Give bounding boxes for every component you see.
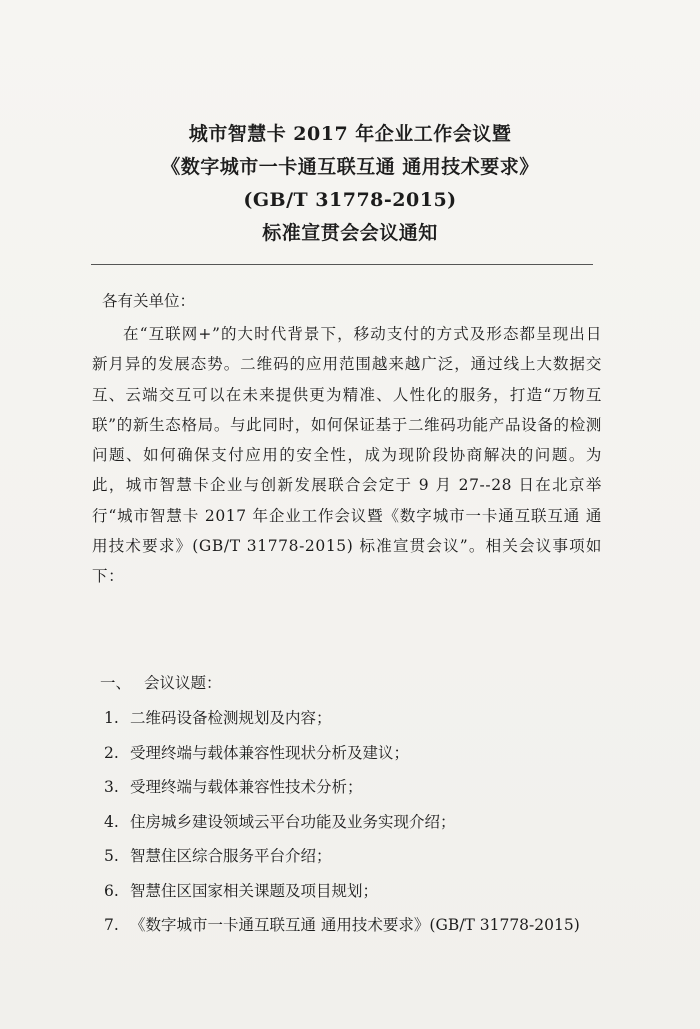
- title-line-3: (GB/T 31778-2015): [243, 189, 457, 211]
- title-divider: [91, 264, 593, 265]
- agenda-item-text: 智慧住区国家相关课题及项目规划；: [130, 881, 379, 900]
- agenda-item-number: 4.: [104, 812, 119, 831]
- agenda-item-number: 6.: [104, 881, 119, 900]
- agenda-item-number: 2.: [104, 743, 119, 762]
- agenda-item-number: 7.: [104, 916, 119, 934]
- section-title: 会议议题：: [144, 674, 222, 692]
- title-line-4: 标准宣贯会会议通知: [262, 222, 438, 244]
- intro-paragraph: 在“互联网+”的大时代背景下，移动支付的方式及形态都呈现出日新月异的发展态势。二维码的应用范围越来越广泛，通过线上大数据交互、云端交互可以在未来提供更为精准、人性化的服务，打造“万物互联”的新生态格局。与此同时，如何保证基于二维码功能产品设备的检测问题、如何确保支付应用的安全性，成为现阶段协商解决的问题。为此，城市智慧卡企业与创新发展联合会定于 9 月 27--28 日在北京举行“城市智慧卡 2017 年企业工作会议暨《数字城市一卡通互联互通 通用技术要求》(GB/T 31778-2015) 标准宣贯会议”。相关会议事项如下：: [92, 325, 602, 586]
- agenda-item: [104, 703, 580, 738]
- agenda-item: [104, 841, 580, 876]
- section-number: 一、: [100, 674, 132, 692]
- section-heading: [100, 666, 222, 700]
- agenda-item-text: 《数字城市一卡通互联互通 通用技术要求》(GB/T 31778-2015): [130, 916, 580, 934]
- agenda-item: [104, 876, 580, 911]
- agenda-item-text: 智慧住区综合服务平台介绍；: [130, 847, 332, 865]
- agenda-item: [104, 807, 580, 842]
- agenda-item-text: 受理终端与载体兼容性现状分析及建议；: [130, 743, 410, 762]
- agenda-item-number: 3.: [104, 778, 119, 796]
- agenda-list: [104, 703, 580, 945]
- agenda-item: [104, 910, 580, 945]
- agenda-item-number: 1.: [104, 709, 119, 727]
- agenda-item: [104, 738, 580, 773]
- agenda-item-text: 受理终端与载体兼容性技术分析；: [130, 778, 363, 796]
- title-line-1: 城市智慧卡 2017 年企业工作会议暨: [188, 123, 512, 145]
- agenda-item-number: 5.: [104, 847, 119, 865]
- notice-body: [92, 283, 602, 592]
- agenda-item-text: 住房城乡建设领域云平台功能及业务实现介绍；: [130, 812, 456, 831]
- title-line-2: 《数字城市一卡通互联互通 通用技术要求》: [161, 156, 539, 178]
- notice-title: [0, 118, 700, 250]
- agenda-item-text: 二维码设备检测规划及内容；: [130, 709, 332, 727]
- salutation: 各有关单位：: [102, 292, 196, 310]
- agenda-item: [104, 772, 580, 807]
